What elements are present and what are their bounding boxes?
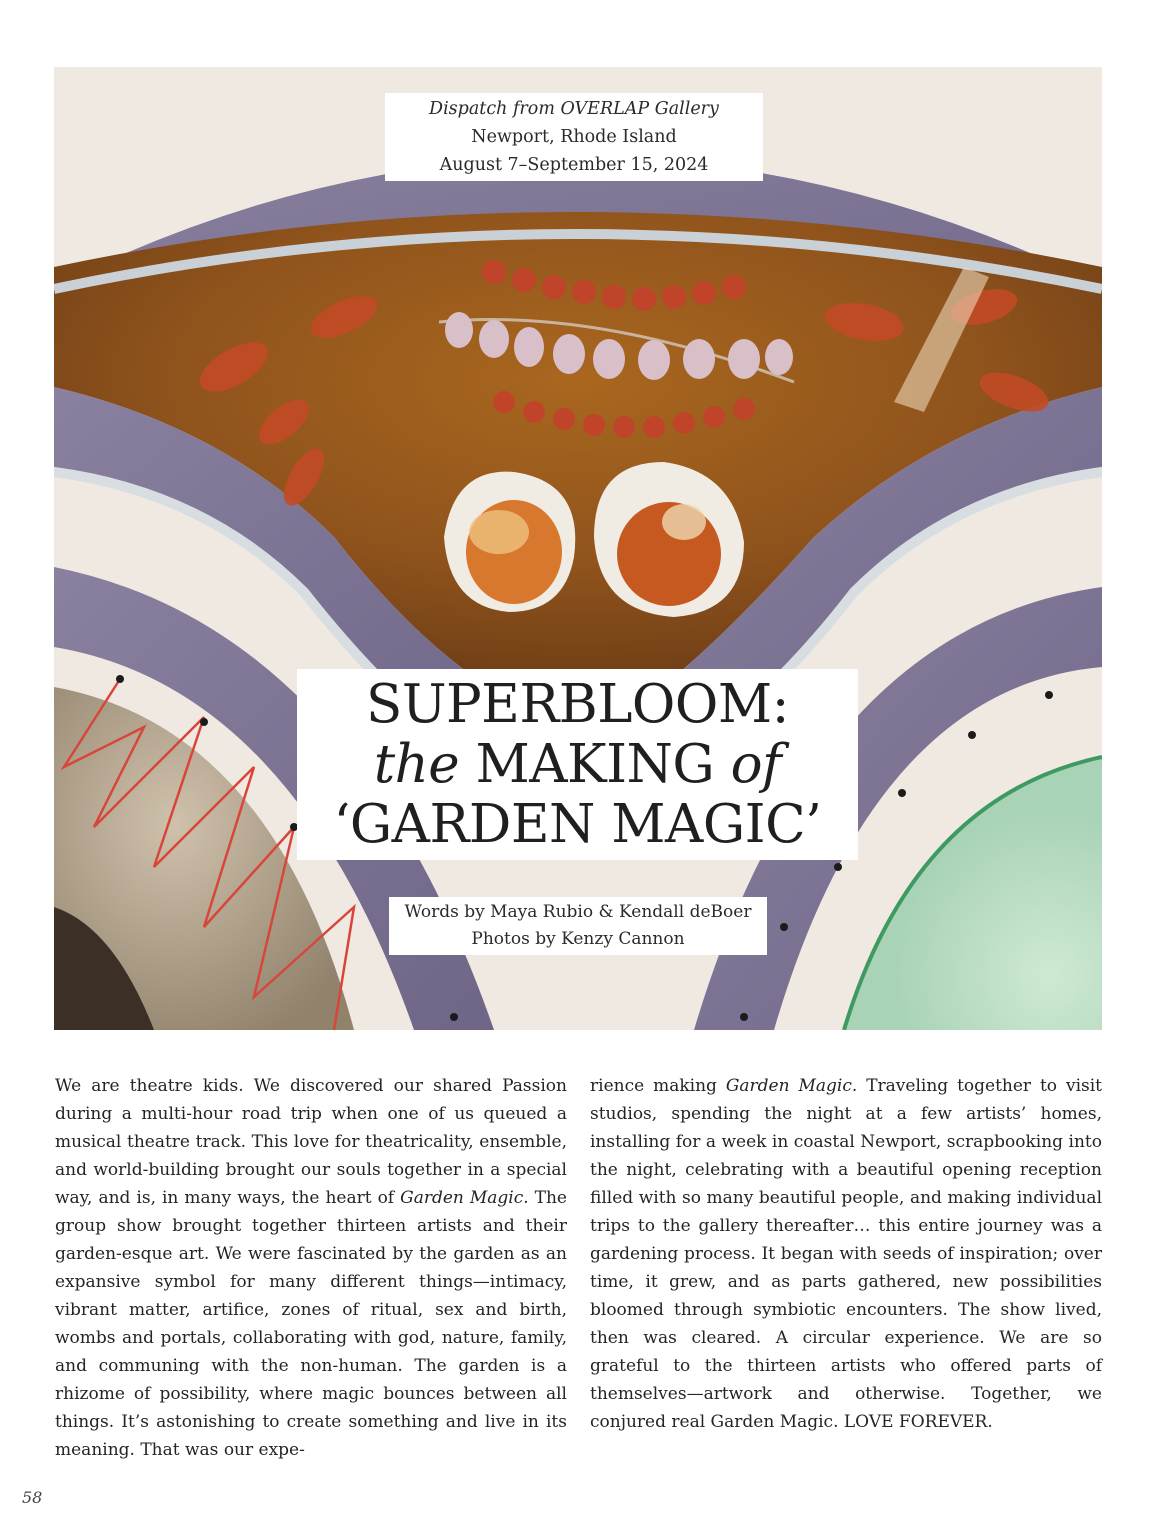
body-right-text-1: rience making <box>590 1076 726 1096</box>
credits-photos: Photos by Kenzy Cannon <box>471 929 685 949</box>
body-column-right <box>590 1072 1102 1436</box>
title-making: MAKING <box>459 734 731 795</box>
credits-words: Words by Maya Rubio & Kendall deBoer <box>404 902 752 922</box>
dispatch-title: Dispatch from OVERLAP Gallery <box>429 99 719 119</box>
body-left-text-2: . The group show brought together thirteen artists and their garden-esque art. We were fascinated by the garden as an expansive symbol for many different things—intimacy, vibrant matter, artifice, zones of ritual, sex and birth, wombs and portals, collaborating with god, nature, family, and communing with the non-human. The garden is a rhizome of possibility, where magic bounces between all things. It’s astonishing to create something and live in its meaning. That was our expe- <box>55 1188 567 1460</box>
artwork-illustration <box>54 67 1102 1030</box>
title-line-2 <box>297 735 858 795</box>
title-the: the <box>373 734 460 795</box>
title-line-3: ‘GARDEN MAGIC’ <box>333 794 822 855</box>
cover-photo <box>54 67 1102 1030</box>
body-right-text-2: . Traveling together to visit studios, spending the night at a few artists’ homes, installing for a week in coastal Newport, scrapbooking into the night, celebrating with a beautiful opening reception filled with so many beautiful people, and making individual trips to the gallery thereafter… this entire journey was a gardening process. It began with seeds of inspiration; over time, it grew, and as parts gathered, new possibilities bloomed through symbiotic encounters. The show lived, then was cleared. A circular experience. We are so grateful to the thirteen artists who offered parts of themselves—artwork and otherwise. Together, we conjured real Garden Magic. LOVE FOREVER. <box>590 1076 1102 1432</box>
body-left-text-1: We are theatre kids. We discovered our shared Passion during a multi-hour road trip when one of us queued a musical theatre track. This love for theatricality, ensemble, and world-building brought our souls together in a special way, and is, in many ways, the heart of <box>55 1076 567 1208</box>
dispatch-header <box>385 93 763 181</box>
title-of: of <box>730 734 782 795</box>
body-right-emphasis: Garden Magic <box>725 1076 852 1096</box>
title-line-1: SUPERBLOOM: <box>366 674 789 735</box>
dispatch-dates: August 7–September 15, 2024 <box>439 155 709 175</box>
page-number: 58 <box>22 1488 43 1507</box>
credits <box>389 897 767 955</box>
body-column-left <box>55 1072 567 1464</box>
article-title <box>297 669 858 860</box>
body-left-emphasis: Garden Magic <box>400 1188 524 1208</box>
dispatch-location: Newport, Rhode Island <box>471 127 677 147</box>
